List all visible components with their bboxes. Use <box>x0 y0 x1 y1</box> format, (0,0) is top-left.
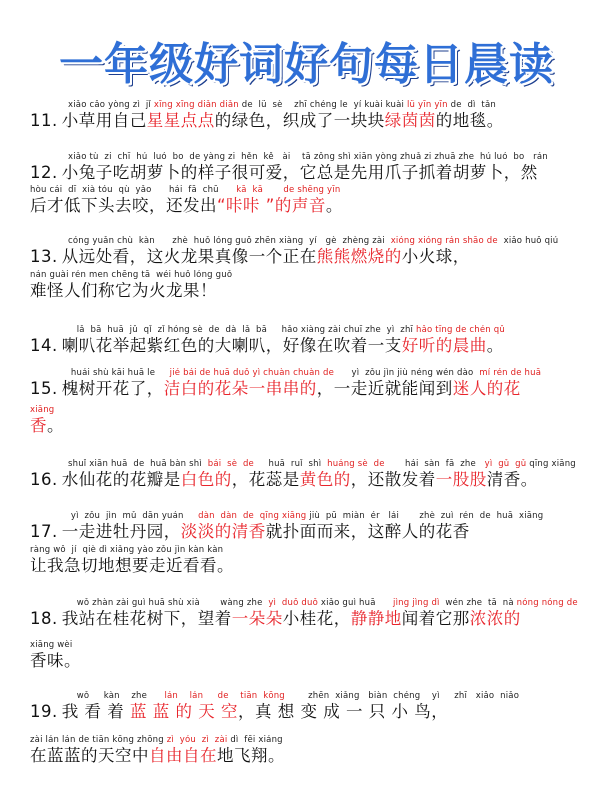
pinyin-segment: xiǎo cǎo yòng zì jǐ <box>68 100 154 110</box>
entry-14-line-1 <box>30 325 596 357</box>
sentence-line <box>30 701 596 723</box>
pinyin-segment: xiǎo tù zi chī hú luó bo de yàng zi hěn kě ài tā zǒng shì xiān yòng zhuǎ zi zhuā zhe hú luó bo rán <box>68 152 548 162</box>
sentence-line <box>30 521 596 543</box>
pinyin-highlight: mí rén de huā <box>479 368 542 378</box>
pinyin-segment: ràng wǒ jí qiè dì xiǎng yào zǒu jìn kàn kàn <box>30 545 224 555</box>
pinyin-segment: yì zǒu jìn jiù néng wén dào <box>334 368 480 378</box>
pinyin-segment: jiù pū miàn ér lái zhè zuì rén de huā xiāng <box>306 511 544 521</box>
entry-12-line-1 <box>30 152 596 184</box>
pinyin-highlight: xiāng <box>30 405 55 415</box>
sentence-text: 从远处看，这火龙果真像一个正在 <box>61 247 317 266</box>
sentence-line <box>30 608 596 630</box>
highlight-phrase: 星星点点 <box>146 111 215 130</box>
sentence-text: 。 <box>486 336 504 355</box>
page-title: 一年级好词好句每日晨读 <box>59 39 554 90</box>
sentence-text: 一走进牡丹园， <box>61 522 181 541</box>
pinyin-highlight: yì gǔ gǔ <box>484 459 527 469</box>
pinyin-highlight: yì duǒ duǒ <box>268 598 318 608</box>
entry-number: 15. <box>30 379 58 398</box>
pinyin-highlight: lǜ yīn yīn <box>407 100 448 110</box>
entry-number: 18. <box>30 609 58 628</box>
entry-number: 14. <box>30 336 58 355</box>
sentence-line <box>30 469 596 491</box>
pinyin-segment: xiǎo guì huā <box>318 598 394 608</box>
sentence-text: 闻着它那 <box>401 609 470 628</box>
sentence-line <box>30 555 596 577</box>
pinyin-line <box>30 511 596 521</box>
sentence-text: 难怪人们称它为火龙果！ <box>30 281 217 300</box>
pinyin-highlight: xīng xīng diǎn diǎn <box>153 100 239 110</box>
sentence-text: 的地毯。 <box>435 111 504 130</box>
entry-15-line-1 <box>30 368 596 400</box>
entry-19-line-2 <box>30 735 596 767</box>
pinyin-segment: wén zhe tā nà <box>439 598 517 608</box>
sentence-text: ，一走近就能闻到 <box>316 379 453 398</box>
highlight-phrase: 绿茵茵 <box>384 111 436 130</box>
sentence-line <box>30 246 596 268</box>
pinyin-segment: huā ruǐ shì <box>254 459 328 469</box>
sentence-text: 水仙花的花瓣是 <box>61 470 181 489</box>
pinyin-segment: hái sàn fā zhe <box>384 459 485 469</box>
sentence-text: 后才低下头去咬，还发出 <box>30 196 217 215</box>
pinyin-line <box>30 640 596 650</box>
highlight-phrase: 一朵朵 <box>231 609 283 628</box>
entry-12-line-2 <box>30 185 596 217</box>
pinyin-segment: shuǐ xiān huā de huā bàn shì <box>68 459 208 469</box>
highlight-phrase: 洁白的花朵一串串的 <box>163 379 317 398</box>
entry-13-line-1 <box>30 236 596 268</box>
pinyin-line <box>30 459 596 469</box>
entry-17-line-2 <box>30 545 596 577</box>
sentence-line <box>30 280 596 302</box>
sentence-line <box>30 650 596 672</box>
sentence-text: 小兔子吃胡萝卜的样子很可爱，它总是先用爪子抓着胡萝卜，然 <box>61 163 538 182</box>
pinyin-line <box>30 185 596 195</box>
sentence-text: ，还散发着 <box>350 470 436 489</box>
sentence-text: 的绿色，织成了一块块 <box>214 111 385 130</box>
highlight-phrase: 淡淡的清香 <box>180 522 266 541</box>
pinyin-segment: yì zǒu jìn mǔ dān yuán <box>68 511 199 521</box>
pinyin-segment: nán guài rén men chēng tā wéi huǒ lóng guǒ <box>30 270 233 280</box>
pinyin-line <box>30 545 596 555</box>
sentence-text: ，真 想 变 成 一 只 小 鸟， <box>237 702 449 721</box>
sentence-text: 地飞翔。 <box>217 746 285 765</box>
pinyin-line <box>30 691 596 701</box>
entry-13-line-2 <box>30 270 596 302</box>
sentence-line <box>30 378 596 400</box>
sentence-text: 让我急切地想要走近看看。 <box>30 556 234 575</box>
pinyin-segment: wǒ zhàn zài guì huā shù xià wàng zhe <box>68 598 269 608</box>
highlight-phrase: 一股股 <box>435 470 487 489</box>
pinyin-highlight: hǎo tīng de chén qǔ <box>416 325 505 335</box>
entry-18-line-2 <box>30 640 596 672</box>
sentence-text: 我站在桂花树下，望着 <box>61 609 232 628</box>
pinyin-highlight: kā kā <box>236 185 264 195</box>
pinyin-highlight: huáng sè de <box>327 459 385 469</box>
sentence-text: 。 <box>47 416 64 435</box>
highlight-phrase: 熊熊燃烧的 <box>316 247 402 266</box>
entry-15-line-2 <box>30 405 596 437</box>
sentence-line <box>30 415 596 437</box>
sentence-text: 小草用自己 <box>61 111 147 130</box>
highlight-phrase: 香 <box>30 416 47 435</box>
highlight-phrase: 迷人的花 <box>452 379 521 398</box>
highlight-phrase: 好听的晨曲 <box>401 336 487 355</box>
pinyin-segment: xiāng wèi <box>30 640 73 650</box>
pinyin-highlight: jié bái de huā duǒ yì chuàn chuàn de <box>169 368 335 378</box>
pinyin-segment: qīng xiāng <box>526 459 576 469</box>
sentence-text: 香味。 <box>30 651 81 670</box>
sentence-text: 我 看 着 <box>61 702 130 721</box>
entry-number: 11. <box>30 111 58 130</box>
sentence-text: 在蓝蓝的天空中 <box>30 746 149 765</box>
pinyin-highlight: de shēng yīn <box>283 185 341 195</box>
pinyin-highlight: jìng jìng dì <box>393 598 440 608</box>
highlight-phrase: 静静地 <box>350 609 402 628</box>
highlight-phrase: 黄色的 <box>299 470 351 489</box>
pinyin-segment: wǒ kàn zhe <box>68 691 165 701</box>
pinyin-line <box>30 598 596 608</box>
entry-number: 12. <box>30 163 58 182</box>
sentence-text: ，花蕊是 <box>231 470 300 489</box>
pinyin-highlight: bái sè de <box>207 459 254 469</box>
entry-16-line-1 <box>30 459 596 491</box>
pinyin-segment: de dì tǎn <box>447 100 496 110</box>
pinyin-segment: lǎ bā huā jǔ qǐ zǐ hóng sè de dà lǎ bā hǎo xiàng zài chuī zhe yì zhī <box>68 325 416 335</box>
sentence-line <box>30 110 596 132</box>
pinyin-segment: cóng yuǎn chù kàn zhè huǒ lóng guǒ zhēn xiàng yí gè zhèng zài <box>68 236 391 246</box>
pinyin-segment: xiǎo huǒ qiú <box>497 236 559 246</box>
pinyin-line <box>30 152 596 162</box>
sentence-line <box>30 162 596 184</box>
entry-19-line-1 <box>30 691 596 723</box>
sentence-line <box>30 335 596 357</box>
pinyin-highlight: zì yóu zì zài <box>166 735 228 745</box>
sentence-text: 小桂花， <box>282 609 351 628</box>
pinyin-segment: de lǜ sè zhī chéng le yí kuài kuài <box>238 100 407 110</box>
pinyin-highlight: nóng nóng de <box>516 598 578 608</box>
highlight-phrase: 蓝 蓝 的 天 空 <box>130 702 238 721</box>
entry-number: 16. <box>30 470 58 489</box>
entry-number: 19. <box>30 702 58 721</box>
pinyin-segment: huái shù kāi huā le <box>68 368 170 378</box>
entry-17-line-1 <box>30 511 596 543</box>
pinyin-highlight: xióng xióng rán shāo de <box>390 236 498 246</box>
sentence-line <box>30 195 596 217</box>
sentence-text: 清香。 <box>486 470 538 489</box>
entry-18-line-1 <box>30 598 596 630</box>
pinyin-segment: hòu cái dī xià tóu qù yǎo hái fā chū <box>30 185 237 195</box>
entry-number: 17. <box>30 522 58 541</box>
sentence-text: 。 <box>325 196 343 215</box>
sentence-text: 小火球， <box>401 247 470 266</box>
highlight-phrase: “咔咔 ”的声音 <box>217 196 326 215</box>
pinyin-line <box>30 325 596 335</box>
pinyin-line <box>30 368 596 378</box>
pinyin-highlight: lán lán de tiān kōng <box>164 691 285 701</box>
pinyin-line <box>30 100 596 110</box>
pinyin-line <box>30 236 596 246</box>
highlight-phrase: 自由自在 <box>149 746 217 765</box>
sentence-line <box>30 745 596 767</box>
entry-number: 13. <box>30 247 58 266</box>
pinyin-line <box>30 405 596 415</box>
highlight-phrase: 白色的 <box>180 470 232 489</box>
pinyin-segment <box>263 185 283 195</box>
pinyin-segment: zài lán lán de tiān kōng zhōng <box>30 735 167 745</box>
pinyin-line <box>30 735 596 745</box>
sentence-text: 就扑面而来，这醉人的花香 <box>265 522 470 541</box>
sentence-text: 喇叭花举起紫红色的大喇叭，好像在吹着一支 <box>61 336 402 355</box>
entry-11-line-1 <box>30 100 596 132</box>
pinyin-segment: dì fēi xiáng <box>227 735 283 745</box>
pinyin-segment: zhēn xiǎng biàn chéng yì zhī xiǎo niǎo <box>284 691 520 701</box>
sentence-text: 槐树开花了， <box>61 379 164 398</box>
pinyin-highlight: dàn dàn de qīng xiāng <box>198 511 307 521</box>
highlight-phrase: 浓浓的 <box>469 609 521 628</box>
pinyin-line <box>30 270 596 280</box>
